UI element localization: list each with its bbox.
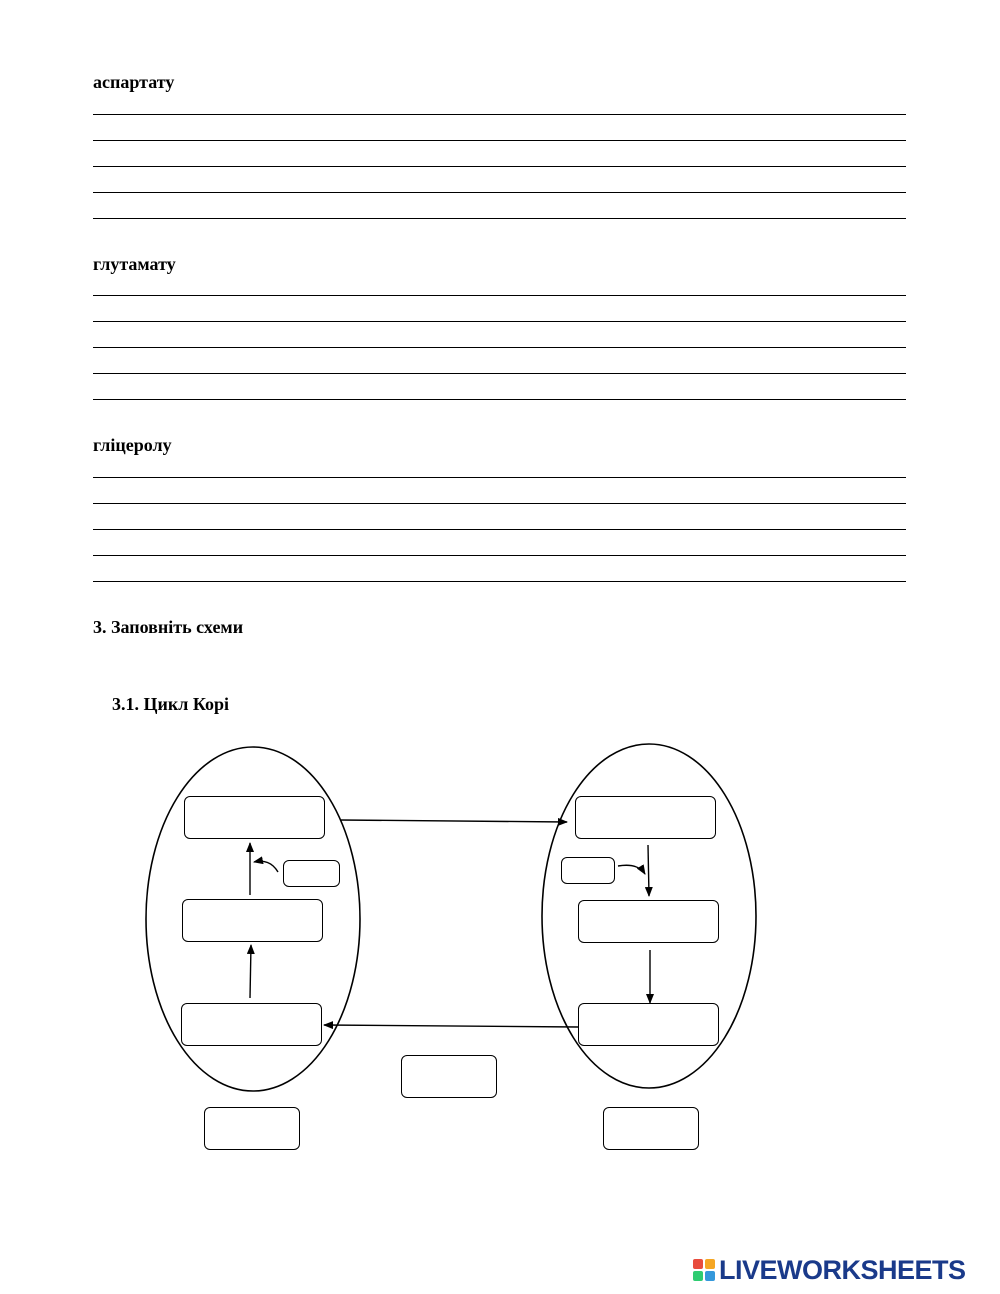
logo-tile — [693, 1271, 703, 1281]
answer-line[interactable] — [93, 373, 906, 374]
answer-line[interactable] — [93, 295, 906, 296]
liveworksheets-logo-text: LIVEWORKSHEETS — [719, 1255, 966, 1285]
answer-line[interactable] — [93, 114, 906, 115]
arrow-left-to-right — [340, 820, 567, 822]
arrow-right-cofactor — [618, 865, 645, 874]
liveworksheets-logo — [693, 1255, 989, 1285]
right-middle-answer-box[interactable] — [578, 900, 719, 943]
answer-line[interactable] — [93, 477, 906, 478]
answer-line[interactable] — [93, 399, 906, 400]
answer-line[interactable] — [93, 192, 906, 193]
cori-cycle-title: 3.1. Цикл Корі — [112, 694, 230, 714]
liveworksheets-logo-icon — [693, 1259, 715, 1281]
logo-tile — [705, 1271, 715, 1281]
left-organ-label-box[interactable] — [204, 1107, 300, 1150]
left-cofactor-answer-box[interactable] — [283, 860, 340, 887]
section-title-glutamate: глутамату — [93, 254, 176, 274]
right-organ-label-box[interactable] — [603, 1107, 699, 1150]
right-bottom-answer-box[interactable] — [578, 1003, 719, 1046]
left-middle-answer-box[interactable] — [182, 899, 323, 942]
left-top-answer-box[interactable] — [184, 796, 325, 839]
right-top-answer-box[interactable] — [575, 796, 716, 839]
answer-line[interactable] — [93, 218, 906, 219]
answer-line[interactable] — [93, 503, 906, 504]
answer-line[interactable] — [93, 166, 906, 167]
logo-tile — [693, 1259, 703, 1269]
center-answer-box[interactable] — [401, 1055, 497, 1098]
answer-line[interactable] — [93, 529, 906, 530]
right-cofactor-answer-box[interactable] — [561, 857, 615, 884]
answer-line[interactable] — [93, 347, 906, 348]
arrow-right-to-left — [324, 1025, 578, 1027]
answer-line[interactable] — [93, 555, 906, 556]
answer-line[interactable] — [93, 321, 906, 322]
section-title-glycerol: гліцеролу — [93, 435, 172, 455]
arrow-left-cofactor — [254, 861, 278, 872]
task-title: 3. Заповніть схеми — [93, 617, 244, 637]
answer-line[interactable] — [93, 581, 906, 582]
answer-line[interactable] — [93, 140, 906, 141]
arrow-right-top-to-middle — [648, 845, 649, 896]
logo-tile — [705, 1259, 715, 1269]
arrow-left-bottom-to-middle — [250, 945, 251, 998]
section-title-aspartate: аспартату — [93, 72, 175, 92]
left-bottom-answer-box[interactable] — [181, 1003, 322, 1046]
